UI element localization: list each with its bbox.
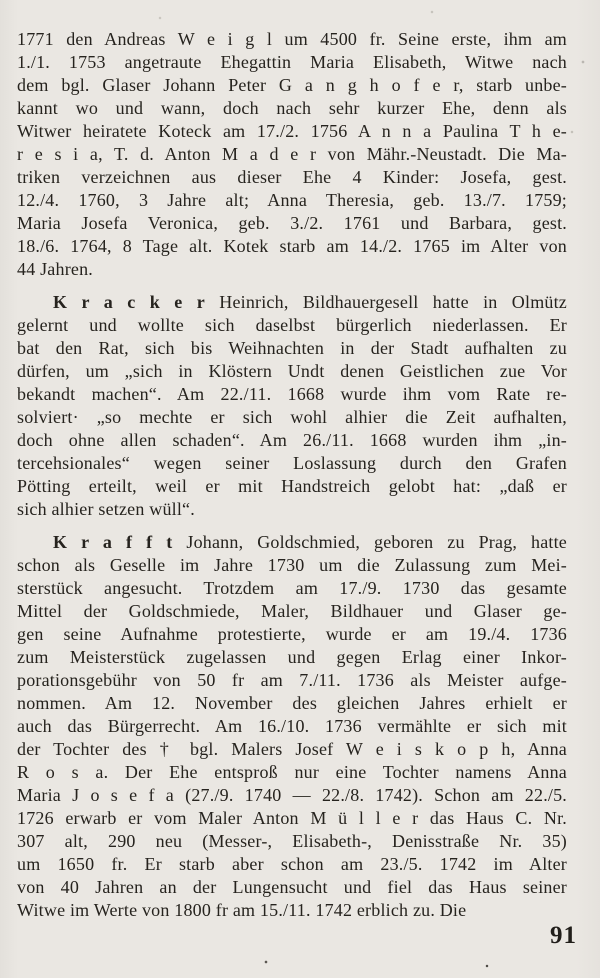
text-line [17, 876, 567, 899]
text-line [17, 166, 567, 189]
text-run: Mittel der Goldschmiede, Maler, Bildhauer und Glaser ge- [17, 601, 567, 621]
text-line [17, 28, 567, 51]
text-line [17, 360, 567, 383]
text-line [17, 314, 567, 337]
text-run: 1./1. 1753 angetraute Ehegattin Maria Elisabeth, Witwe nach [17, 52, 567, 72]
paragraph [17, 531, 567, 922]
text-line [17, 212, 567, 235]
text-line [17, 761, 567, 784]
text-line [17, 258, 567, 281]
page-number: 91 [550, 922, 577, 949]
text-run: um 1650 fr. Er starb aber schon am 23./5. 1742 im Alter [17, 854, 567, 874]
text-line [17, 899, 567, 922]
entry-headword: K r a c k e r [53, 292, 205, 312]
text-run: dürfen, um „sich in Klöstern Undt denen Geistlichen zue Vor [17, 361, 567, 381]
text-line [17, 429, 567, 452]
text-line [17, 577, 567, 600]
text-run: dem bgl. Glaser Johann Peter G a n g h o f e r, starb unbe- [17, 75, 567, 95]
text-line [17, 692, 567, 715]
text-run: kannt wo und wann, doch nach sehr kurzer Ehe, denn als [17, 98, 567, 118]
text-run: Maria Josefa Veronica, geb. 3./2. 1761 und Barbara, gest. [17, 213, 567, 233]
text-run: der Tochter des † bgl. Malers Josef W e i s k o p h, Anna [17, 739, 567, 759]
text-run: Pötting erteilt, weil er mit Handstreich gelobt hat: „daß er [17, 476, 567, 496]
text-line [17, 853, 567, 876]
text-line [17, 337, 567, 360]
text-run: bekandt machen“. Am 22./11. 1668 wurde ihm vom Rate re- [17, 384, 567, 404]
text-run: tercehsionales“ wegen seiner Loslassung durch den Grafen [17, 453, 567, 473]
text-line [17, 406, 567, 429]
text-run: Witwer heiratete Koteck am 17./2. 1756 A n n a Paulina T h e- [17, 121, 567, 141]
text-run: r e s i a, T. d. Anton M a d e r von Mähr.-Neustadt. Die Ma- [17, 144, 567, 164]
text-line [17, 97, 567, 120]
text-run: solviert· „so mechte er sich wohl alhier die Zeit aufhalten, [17, 407, 567, 427]
text-line [17, 623, 567, 646]
text-line [17, 830, 567, 853]
text-run: Maria J o s e f a (27./9. 1740 — 22./8. 1742). Schon am 22./5. [17, 785, 567, 805]
text-line [17, 554, 567, 577]
text-run: 307 alt, 290 neu (Messer-, Elisabeth-, Denisstraße Nr. 35) [17, 831, 567, 851]
text-run: von 40 Jahren an der Lungensucht und fiel das Haus seiner [17, 877, 567, 897]
text-line [17, 807, 567, 830]
paragraph [17, 28, 567, 281]
text-line [17, 531, 567, 554]
text-line [17, 120, 567, 143]
text-line [17, 784, 567, 807]
text-run: nommen. Am 12. November des gleichen Jahres erhielt er [17, 693, 567, 713]
text-run: gen seine Aufnahme protestierte, wurde er am 19./4. 1736 [17, 624, 567, 644]
text-line [17, 235, 567, 258]
text-run: sich alhier setzen wüll“. [17, 499, 195, 519]
text-line [17, 74, 567, 97]
text-line [17, 646, 567, 669]
text-line [17, 291, 567, 314]
text-line [17, 51, 567, 74]
text-run: 1726 erwarb er vom Maler Anton M ü l l e r das Haus C. Nr. [17, 808, 567, 828]
text-run: doch ohne allen schaden“. Am 26./11. 1668 wurden ihm „in- [17, 430, 567, 450]
entry-headword: K r a f f t [53, 532, 173, 552]
text-line [17, 738, 567, 761]
text-line [17, 600, 567, 623]
text-run: triken verzeichnen aus dieser Ehe 4 Kinder: Josefa, gest. [17, 167, 567, 187]
text-run: R o s a. Der Ehe entsproß nur eine Tochter namens Anna [17, 762, 567, 782]
text-line [17, 498, 567, 521]
text-run: sterstück angesucht. Trotzdem am 17./9. 1730 das gesamte [17, 578, 567, 598]
text-line [17, 189, 567, 212]
text-line [17, 383, 567, 406]
text-run: zum Meisterstück zugelassen und gegen Erlag einer Inkor- [17, 647, 567, 667]
text-line [17, 475, 567, 498]
text-run: schon als Geselle im Jahre 1730 um die Zulassung zum Mei- [17, 555, 567, 575]
text-line [17, 715, 567, 738]
text-run: auch das Bürgerrecht. Am 16./10. 1736 vermählte er sich mit [17, 716, 567, 736]
text-line [17, 143, 567, 166]
text-run: Heinrich, Bildhauergesell hatte in Olmütz [204, 292, 567, 312]
text-run: porationsgebühr von 50 fr am 7./11. 1736 als Meister aufge- [17, 670, 567, 690]
paragraph [17, 291, 567, 521]
text-run: gelernt und wollte sich daselbst bürgerlich niederlassen. Er [17, 315, 567, 335]
text-line [17, 669, 567, 692]
text-run: Witwe im Werte von 1800 fr am 15./11. 1742 erblich zu. Die [17, 900, 467, 920]
text-run: 18./6. 1764, 8 Tage alt. Kotek starb am 14./2. 1765 im Alter von [17, 236, 567, 256]
text-line [17, 452, 567, 475]
text-run: bat den Rat, sich bis Weihnachten in der Stadt aufhalten zu [17, 338, 567, 358]
text-run: 1771 den Andreas W e i g l um 4500 fr. Seine erste, ihm am [17, 29, 567, 49]
text-run: 12./4. 1760, 3 Jahre alt; Anna Theresia, geb. 13./7. 1759; [17, 190, 567, 210]
text-run: Johann, Goldschmied, geboren zu Prag, hatte [172, 532, 567, 552]
text-block [17, 28, 567, 932]
text-run: 44 Jahren. [17, 259, 93, 279]
